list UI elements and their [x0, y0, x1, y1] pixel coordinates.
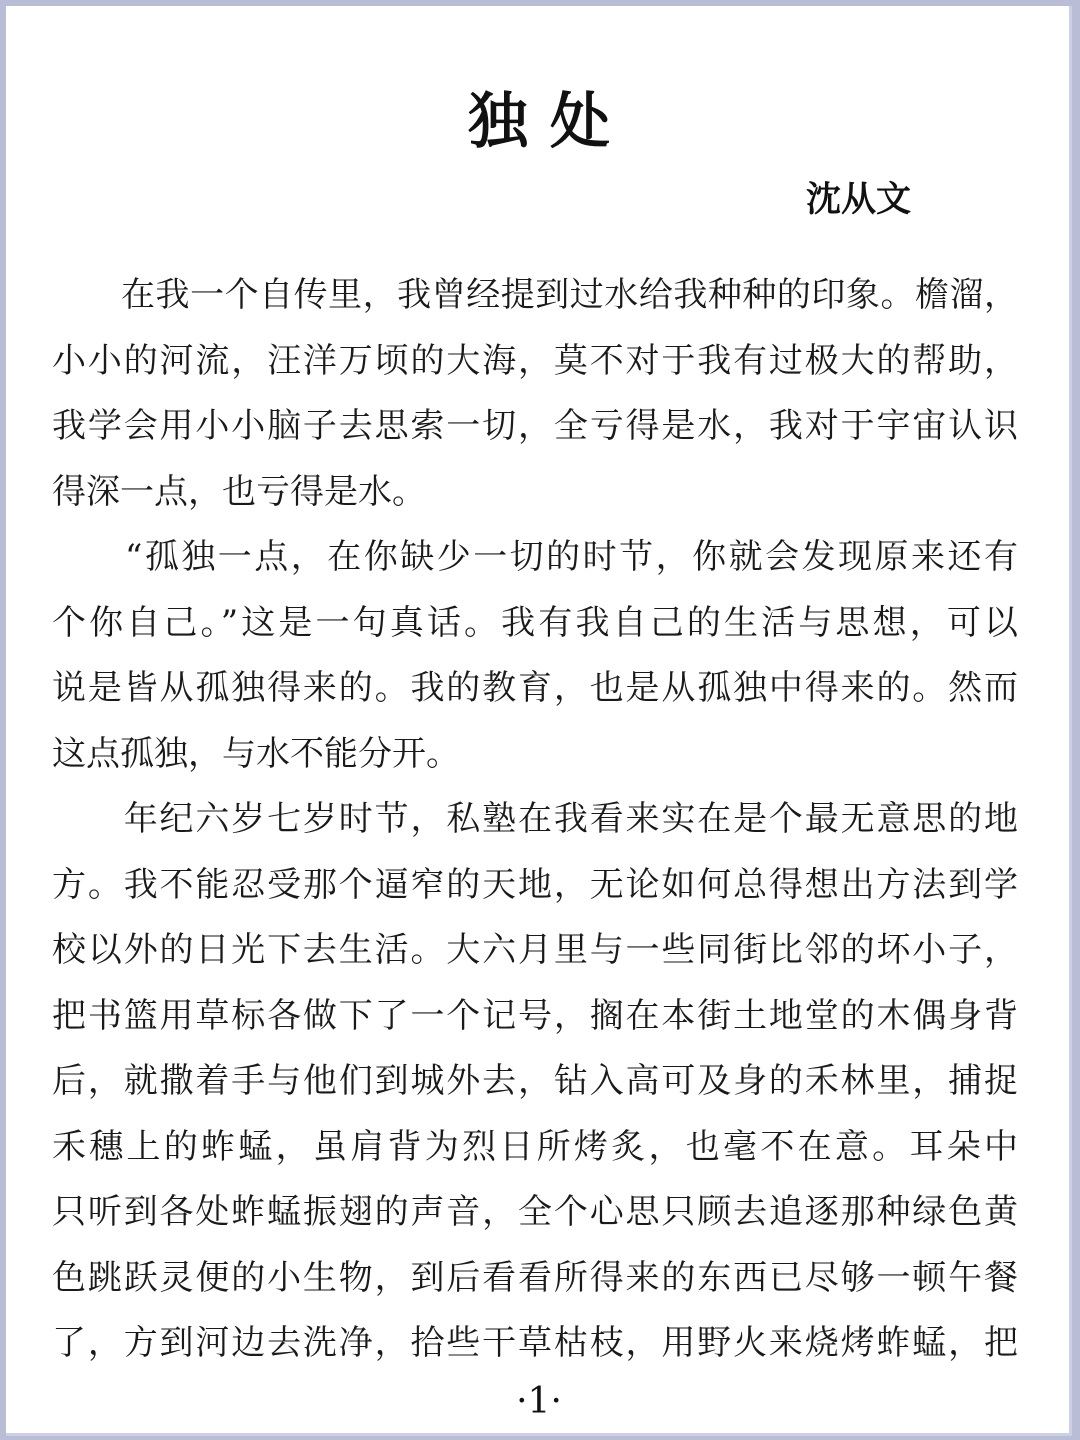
page-number: ·1·: [516, 1381, 562, 1422]
text-line: 校以外的日光下去生活。大六月里与一些同街比邻的坏小子，: [52, 930, 1018, 970]
text-line: 方。我不能忍受那个逼窄的天地，无论如何总得想出方法到学: [52, 864, 1018, 905]
text-line: 小小的河流，汪洋万顷的大海，莫不对于我有过极大的帮助，: [52, 340, 1018, 381]
text-line: 色跳跃灵便的小生物，到后看看所得来的东西已尽够一顿午餐: [52, 1257, 1018, 1298]
text-line: 这点孤独，与水不能分开。: [52, 733, 460, 774]
text-line: 后，就撒着手与他们到城外去，钻入高可及身的禾林里，捕捉: [52, 1061, 1018, 1101]
document-page: [6, 6, 1072, 1436]
page-title: 独处: [468, 87, 632, 157]
author-name: 沈从文: [805, 179, 911, 220]
text-line: “孤独一点，在你缺少一切的时节，你就会发现原来还有: [52, 537, 1018, 577]
text-line: 我学会用小小脑子去思索一切，全亏得是水，我对于宇宙认识: [52, 406, 1018, 446]
text-line: 把书篮用草标各做下了一个记号，搁在本街土地堂的木偶身背: [52, 995, 1018, 1036]
text-line: 在我一个自传里，我曾经提到过水给我种种的印象。檐溜，: [52, 275, 1018, 315]
text-line: 了，方到河边去洗净，拾些干草枯枝，用野火来烧烤蚱蜢，把: [52, 1323, 1018, 1363]
text-line: 禾穗上的蚱蜢，虽肩背为烈日所烤炙，也毫不在意。耳朵中: [52, 1126, 1018, 1167]
body-text: [52, 263, 1018, 1377]
text-line: 得深一点，也亏得是水。: [52, 471, 426, 512]
text-line: 年纪六岁七岁时节，私塾在我看来实在是个最无意思的地: [52, 799, 1018, 839]
text-line: 个你自己。”这是一句真话。我有我自己的生活与思想，可以: [52, 602, 1018, 643]
text-line: 只听到各处蚱蜢振翅的声音，全个心思只顾去追逐那种绿色黄: [52, 1192, 1018, 1232]
text-line: 说是皆从孤独得来的。我的教育，也是从孤独中得来的。然而: [52, 668, 1018, 708]
